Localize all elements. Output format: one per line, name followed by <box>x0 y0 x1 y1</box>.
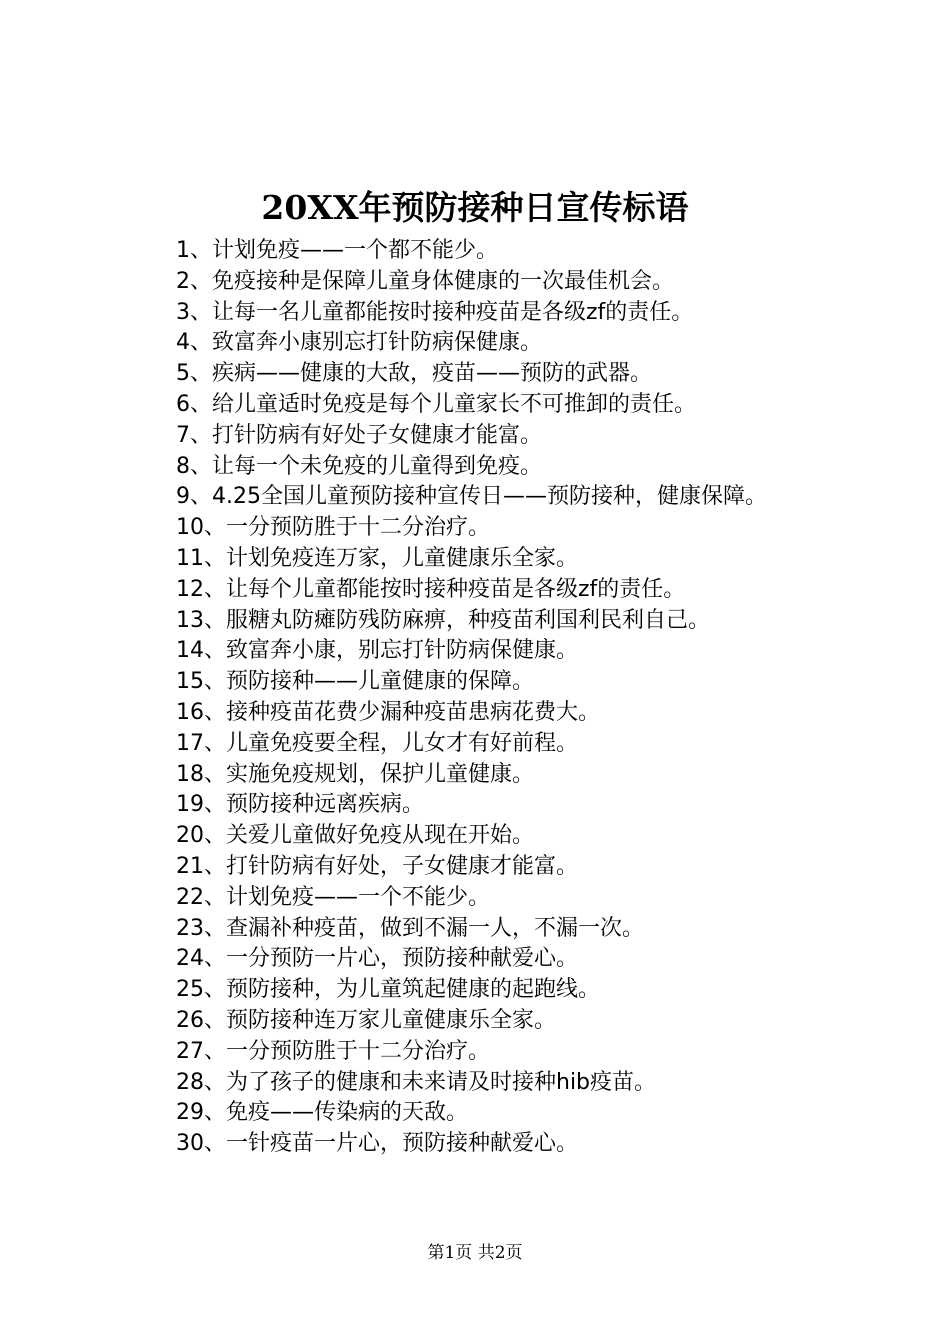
page-footer: 第1页 共2页 <box>427 1243 523 1263</box>
list-item: 13、服糖丸防瘫防残防麻痹，种疫苗利国利民利自己。 <box>176 607 710 633</box>
list-item: 20、关爱儿童做好免疫从现在开始。 <box>176 823 534 849</box>
document-title: 20XX年预防接种日宣传标语 <box>261 188 689 227</box>
list-item: 25、预防接种，为儿童筑起健康的起跑线。 <box>176 977 600 1003</box>
list-item: 18、实施免疫规划，保护儿童健康。 <box>176 761 534 787</box>
list-item: 24、一分预防一片心，预防接种献爱心。 <box>176 946 578 972</box>
list-item: 1、计划免疫——一个都不能少。 <box>176 238 498 263</box>
slogan-list <box>128 236 840 1160</box>
list-item: 3、让每一名儿童都能按时接种疫苗是各级zf的责任。 <box>176 299 694 325</box>
list-item: 26、预防接种连万家儿童健康乐全家。 <box>176 1007 556 1033</box>
list-item: 6、给儿童适时免疫是每个儿童家长不可推卸的责任。 <box>176 391 696 417</box>
list-item: 15、预防接种——儿童健康的保障。 <box>176 669 534 695</box>
list-item: 17、儿童免疫要全程，儿女才有好前程。 <box>176 730 578 756</box>
list-item: 30、一针疫苗一片心，预防接种献爱心。 <box>176 1131 578 1157</box>
list-item: 2、免疫接种是保障儿童身体健康的一次最佳机会。 <box>176 268 674 294</box>
list-item: 29、免疫——传染病的天敌。 <box>176 1100 468 1126</box>
list-item: 12、让每个儿童都能按时接种疫苗是各级zf的责任。 <box>176 576 686 602</box>
list-item: 21、打针防病有好处，子女健康才能富。 <box>176 853 578 879</box>
list-item: 19、预防接种远离疾病。 <box>176 792 424 818</box>
list-item: 28、为了孩子的健康和未来请及时接种hib疫苗。 <box>176 1069 657 1095</box>
list-item: 5、疾病——健康的大敌，疫苗——预防的武器。 <box>176 361 652 387</box>
list-item: 9、4.25全国儿童预防接种宣传日——预防接种，健康保障。 <box>176 484 767 510</box>
list-item: 4、致富奔小康别忘打针防病保健康。 <box>176 330 542 356</box>
list-item: 22、计划免疫——一个不能少。 <box>176 884 490 910</box>
list-item: 11、计划免疫连万家，儿童健康乐全家。 <box>176 545 578 571</box>
list-item: 7、打针防病有好处子女健康才能富。 <box>176 422 542 448</box>
list-item: 27、一分预防胜于十二分治疗。 <box>176 1038 490 1064</box>
list-item: 8、让每一个未免疫的儿童得到免疫。 <box>176 453 542 479</box>
list-item: 23、查漏补种疫苗，做到不漏一人，不漏一次。 <box>176 915 644 941</box>
list-item: 16、接种疫苗花费少漏种疫苗患病花费大。 <box>176 699 600 725</box>
list-item: 14、致富奔小康，别忘打针防病保健康。 <box>176 638 578 664</box>
list-item: 10、一分预防胜于十二分治疗。 <box>176 515 490 541</box>
